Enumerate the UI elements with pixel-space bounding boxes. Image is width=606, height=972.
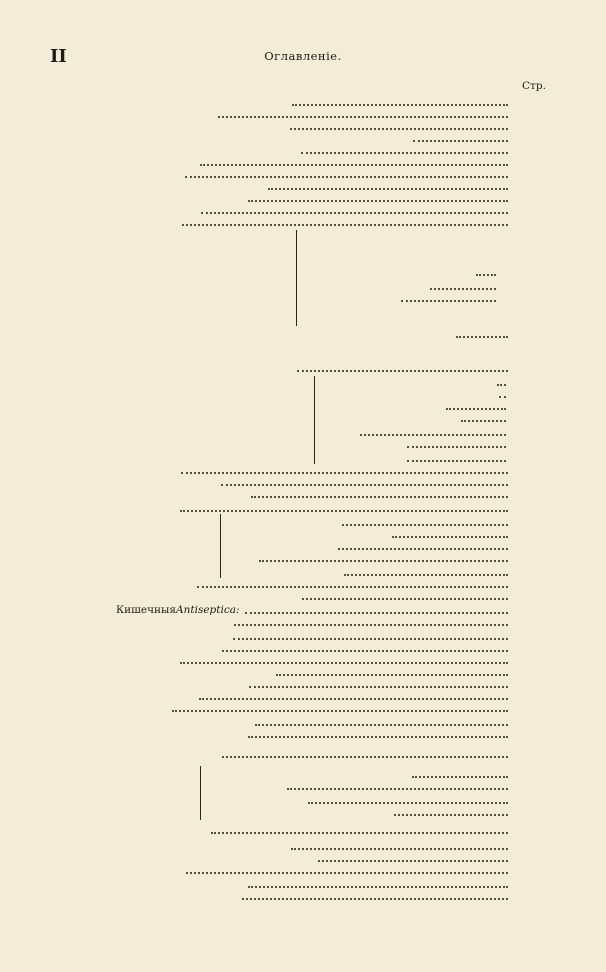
dot-leader <box>185 176 508 178</box>
dot-leader <box>186 872 508 874</box>
dot-leader <box>259 560 508 562</box>
entry-title: Кишечныя <box>116 604 177 616</box>
dot-leader <box>248 200 508 202</box>
dot-leader <box>222 650 508 652</box>
page-column-label: Стр. <box>522 80 546 92</box>
dot-leader <box>412 776 508 778</box>
dot-leader <box>180 662 508 664</box>
dot-leader <box>407 460 506 462</box>
group-bracket <box>314 376 315 464</box>
dot-leader <box>394 814 508 816</box>
dot-leader <box>291 848 508 850</box>
dot-leader <box>456 336 508 338</box>
dot-leader <box>302 598 508 600</box>
dot-leader <box>251 496 508 498</box>
dot-leader <box>233 638 508 640</box>
dot-leader <box>222 756 508 758</box>
dot-leader <box>499 396 506 398</box>
dot-leader <box>255 724 508 726</box>
dot-leader <box>401 300 496 302</box>
dot-leader <box>172 710 508 712</box>
dot-leader <box>297 370 508 372</box>
dot-leader <box>301 152 508 154</box>
dot-leader <box>342 524 508 526</box>
dot-leader <box>308 802 508 804</box>
dot-leader <box>221 484 508 486</box>
dot-leader <box>392 536 508 538</box>
dot-leader <box>292 104 508 106</box>
running-title: Оглавленіе. <box>264 49 342 63</box>
dot-leader <box>461 420 507 422</box>
dot-leader <box>338 548 508 550</box>
dot-leader <box>430 288 496 290</box>
dot-leader <box>290 128 508 130</box>
dot-leader <box>476 274 496 276</box>
dot-leader <box>199 698 508 700</box>
dot-leader <box>360 434 506 436</box>
group-bracket <box>296 230 297 326</box>
dot-leader <box>197 586 508 588</box>
dot-leader <box>245 612 508 614</box>
dot-leader <box>200 164 508 166</box>
dot-leader <box>344 574 508 576</box>
dot-leader <box>218 116 508 118</box>
page-number: II <box>50 46 67 67</box>
dot-leader <box>276 674 508 676</box>
dot-leader <box>287 788 508 790</box>
dot-leader <box>318 860 508 862</box>
dot-leader <box>201 212 508 214</box>
dot-leader <box>249 686 508 688</box>
dot-leader <box>268 188 508 190</box>
group-bracket <box>220 514 221 578</box>
dot-leader <box>234 624 508 626</box>
dot-leader <box>497 384 506 386</box>
dot-leader <box>413 140 508 142</box>
dot-leader <box>248 886 508 888</box>
dot-leader <box>446 408 506 410</box>
group-bracket <box>200 766 201 820</box>
dot-leader <box>182 224 508 226</box>
dot-leader <box>211 832 508 834</box>
dot-leader <box>407 446 506 448</box>
dot-leader <box>248 736 508 738</box>
dot-leader <box>180 510 508 512</box>
dot-leader <box>242 898 508 900</box>
dot-leader <box>181 472 508 474</box>
entry-title: Antiseptica: <box>176 604 240 616</box>
